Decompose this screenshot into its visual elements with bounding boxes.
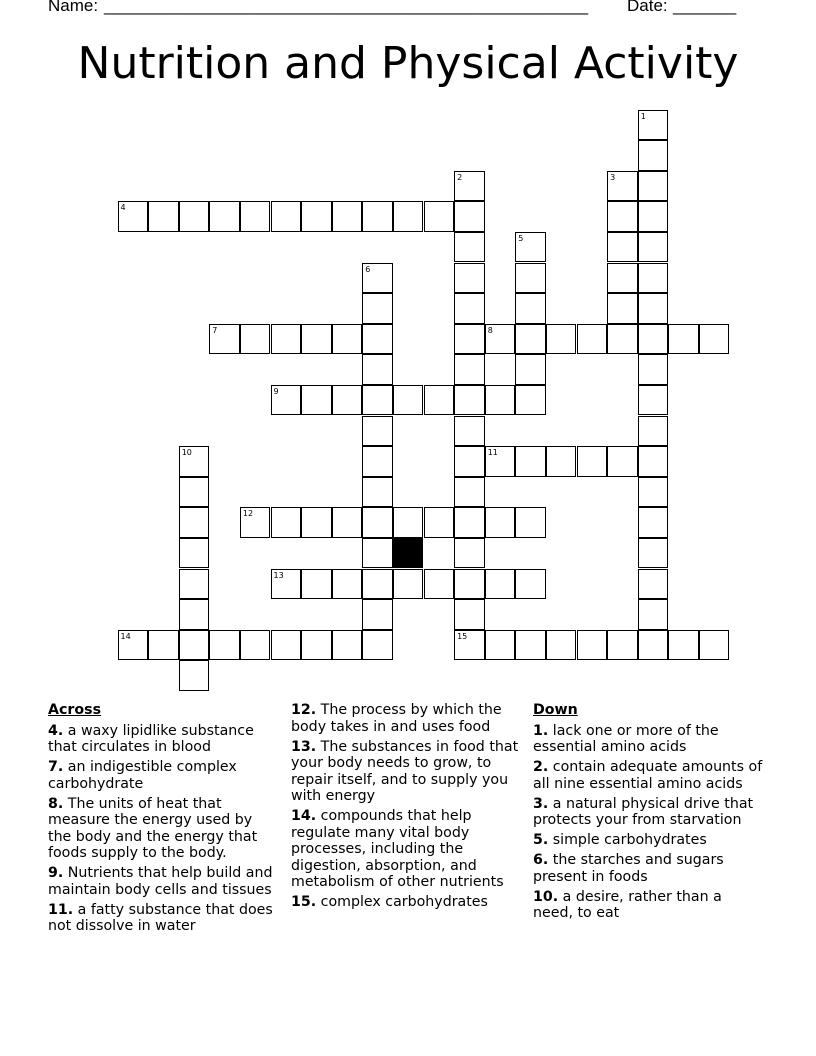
grid-cell[interactable] bbox=[515, 354, 546, 385]
cell-number: 7 bbox=[212, 325, 218, 335]
grid-cell[interactable] bbox=[362, 477, 393, 508]
grid-cell[interactable] bbox=[179, 630, 210, 661]
clue-number: 6. bbox=[533, 852, 549, 868]
grid-cell[interactable] bbox=[638, 232, 669, 263]
grid-cell[interactable] bbox=[454, 385, 485, 416]
cell-number: 2 bbox=[457, 172, 463, 182]
clue bbox=[533, 889, 765, 922]
grid-cell[interactable] bbox=[271, 507, 302, 538]
grid-cell[interactable] bbox=[638, 293, 669, 324]
name-label: Name: bbox=[48, 0, 99, 15]
grid-cell[interactable] bbox=[668, 630, 699, 661]
grid-cell[interactable] bbox=[638, 477, 669, 508]
grid-cell[interactable] bbox=[301, 385, 332, 416]
grid-cell[interactable] bbox=[454, 446, 485, 477]
clue bbox=[533, 852, 765, 885]
grid-cell[interactable] bbox=[454, 171, 485, 202]
grid-cell[interactable] bbox=[118, 630, 149, 661]
cell-number: 14 bbox=[120, 631, 131, 641]
grid-cell[interactable] bbox=[118, 201, 149, 232]
clue-number: 9. bbox=[48, 865, 64, 881]
grid-cell[interactable] bbox=[515, 507, 546, 538]
grid-cell[interactable] bbox=[454, 569, 485, 600]
grid-cell[interactable] bbox=[424, 385, 455, 416]
grid-cell[interactable] bbox=[638, 263, 669, 294]
grid-cell[interactable] bbox=[301, 324, 332, 355]
grid-cell[interactable] bbox=[332, 507, 363, 538]
grid-cell[interactable] bbox=[485, 507, 516, 538]
clue bbox=[48, 902, 278, 935]
grid-cell[interactable] bbox=[393, 507, 424, 538]
grid-cell[interactable] bbox=[607, 201, 638, 232]
clue bbox=[291, 808, 523, 891]
grid-cell[interactable] bbox=[148, 630, 179, 661]
grid-cell[interactable] bbox=[515, 324, 546, 355]
grid-cell[interactable] bbox=[454, 599, 485, 630]
grid-cell[interactable] bbox=[607, 446, 638, 477]
clue bbox=[533, 796, 765, 829]
grid-cell[interactable] bbox=[424, 507, 455, 538]
grid-cell[interactable] bbox=[485, 630, 516, 661]
clue-number: 10. bbox=[533, 888, 559, 905]
grid-cell[interactable] bbox=[271, 385, 302, 416]
cell-number: 12 bbox=[242, 509, 254, 519]
grid-cell[interactable] bbox=[393, 201, 424, 232]
grid-cell[interactable] bbox=[454, 507, 485, 538]
grid-cell[interactable] bbox=[546, 630, 577, 661]
clue-number: 13. bbox=[291, 738, 317, 755]
grid-cell[interactable] bbox=[638, 599, 669, 630]
grid-cell[interactable] bbox=[424, 569, 455, 600]
clue-text: contain adequate amounts of all nine essential amino acids bbox=[533, 759, 763, 792]
grid-cell[interactable] bbox=[424, 201, 455, 232]
across-clues-column-2 bbox=[291, 702, 523, 914]
grid-cell[interactable] bbox=[209, 201, 240, 232]
grid-cell[interactable] bbox=[179, 599, 210, 630]
grid-cell[interactable] bbox=[301, 630, 332, 661]
grid-cell[interactable] bbox=[515, 569, 546, 600]
grid-cell[interactable] bbox=[362, 293, 393, 324]
grid-cell[interactable] bbox=[607, 232, 638, 263]
cell-number: 5 bbox=[518, 233, 524, 243]
clue-text: an indigestible complex carbohydrate bbox=[48, 759, 237, 792]
cell-number: 1 bbox=[640, 111, 646, 121]
grid-cell[interactable] bbox=[332, 201, 363, 232]
across-clues-column-1 bbox=[48, 702, 278, 938]
grid-cell[interactable] bbox=[209, 324, 240, 355]
grid-cell[interactable] bbox=[638, 324, 669, 355]
grid-cell[interactable] bbox=[638, 630, 669, 661]
grid-cell[interactable] bbox=[607, 324, 638, 355]
grid-cell[interactable] bbox=[362, 324, 393, 355]
name-line: ______________________________________________________ bbox=[104, 0, 588, 15]
grid-cell[interactable] bbox=[454, 293, 485, 324]
grid-cell[interactable] bbox=[638, 416, 669, 447]
clue-text: compounds that help regulate many vital body processes, including the digestion, absorption, and metabolism of other nutrients bbox=[291, 808, 504, 890]
cell-number: 15 bbox=[457, 631, 468, 641]
clue-number: 3. bbox=[533, 795, 549, 812]
grid-cell[interactable] bbox=[393, 569, 424, 600]
grid-cell[interactable] bbox=[179, 477, 210, 508]
grid-cell[interactable] bbox=[454, 263, 485, 294]
clue-text: complex carbohydrates bbox=[320, 894, 488, 910]
grid-cell[interactable] bbox=[577, 630, 608, 661]
clue-number: 4. bbox=[48, 722, 64, 739]
clue bbox=[533, 759, 765, 792]
down-clues-column bbox=[533, 702, 765, 925]
grid-cell[interactable] bbox=[638, 446, 669, 477]
grid-cell[interactable] bbox=[546, 324, 577, 355]
grid-cell[interactable] bbox=[332, 569, 363, 600]
clue-text: a waxy lipidlike substance that circulates in blood bbox=[48, 722, 254, 755]
grid-cell[interactable] bbox=[362, 569, 393, 600]
grid-cell[interactable] bbox=[240, 507, 271, 538]
grid-cell[interactable] bbox=[638, 171, 669, 202]
clue-text: a fatty substance that does not dissolve in water bbox=[48, 901, 273, 934]
grid-cell[interactable] bbox=[515, 263, 546, 294]
clue-text: the starches and sugars present in foods bbox=[533, 852, 724, 885]
clue bbox=[48, 723, 278, 756]
grid-cell[interactable] bbox=[362, 416, 393, 447]
down-heading: Down bbox=[533, 702, 578, 718]
cell-number: 8 bbox=[487, 325, 493, 335]
clue bbox=[48, 865, 278, 898]
clue-number: 14. bbox=[291, 808, 317, 824]
grid-cell[interactable] bbox=[362, 263, 393, 294]
grid-cell[interactable] bbox=[362, 630, 393, 661]
grid-cell[interactable] bbox=[607, 263, 638, 294]
clue bbox=[48, 759, 278, 792]
across-heading: Across bbox=[48, 702, 102, 718]
clue-text: The units of heat that measure the energy used by the body and the energy that foods supply to the body. bbox=[48, 795, 258, 861]
grid-cell[interactable] bbox=[240, 324, 271, 355]
grid-cell[interactable] bbox=[638, 538, 669, 569]
grid-cell[interactable] bbox=[332, 385, 363, 416]
clue bbox=[291, 894, 523, 911]
grid-cell[interactable] bbox=[362, 201, 393, 232]
grid-cell[interactable] bbox=[454, 354, 485, 385]
clue-text: Nutrients that help build and maintain body cells and tissues bbox=[48, 865, 273, 898]
grid-cell[interactable] bbox=[485, 324, 516, 355]
grid-cell[interactable] bbox=[393, 385, 424, 416]
grid-cell[interactable] bbox=[454, 630, 485, 661]
clue bbox=[291, 739, 523, 805]
clue-number: 7. bbox=[48, 759, 64, 775]
grid-cell[interactable] bbox=[454, 201, 485, 232]
grid-cell[interactable] bbox=[362, 507, 393, 538]
grid-cell[interactable] bbox=[271, 324, 302, 355]
grid-cell[interactable] bbox=[638, 201, 669, 232]
grid-cell[interactable] bbox=[699, 630, 730, 661]
clue-text: a natural physical drive that protects your from starvation bbox=[533, 795, 754, 828]
clue bbox=[48, 796, 278, 862]
grid-cell[interactable] bbox=[301, 201, 332, 232]
clue-number: 5. bbox=[533, 832, 549, 848]
grid-cell[interactable] bbox=[638, 110, 669, 141]
grid-cell[interactable] bbox=[638, 140, 669, 171]
date-line: _______ bbox=[673, 0, 736, 15]
grid-cell[interactable] bbox=[454, 538, 485, 569]
grid-cell[interactable] bbox=[485, 385, 516, 416]
clue-text: lack one or more of the essential amino acids bbox=[533, 722, 719, 755]
grid-cell[interactable] bbox=[485, 446, 516, 477]
grid-cell[interactable] bbox=[179, 201, 210, 232]
grid-cell[interactable] bbox=[638, 507, 669, 538]
grid-cell[interactable] bbox=[271, 201, 302, 232]
date-label: Date: bbox=[627, 0, 668, 15]
clue bbox=[533, 832, 765, 849]
clue-text: The substances in food that your body needs to grow, to repair itself, and to supply you with energy bbox=[291, 738, 519, 804]
grid-cell[interactable] bbox=[362, 385, 393, 416]
grid-cell[interactable] bbox=[179, 569, 210, 600]
grid-cell[interactable] bbox=[271, 630, 302, 661]
cell-number: 13 bbox=[273, 570, 284, 580]
grid-cell[interactable] bbox=[638, 354, 669, 385]
grid-cell[interactable] bbox=[485, 569, 516, 600]
grid-cell[interactable] bbox=[362, 599, 393, 630]
cell-number: 6 bbox=[365, 264, 371, 274]
clue-number: 1. bbox=[533, 722, 549, 739]
grid-cell[interactable] bbox=[454, 416, 485, 447]
grid-cell[interactable] bbox=[179, 507, 210, 538]
grid-cell[interactable] bbox=[607, 293, 638, 324]
page-title: Nutrition and Physical Activity bbox=[77, 38, 739, 89]
black-cell bbox=[393, 538, 424, 569]
grid-cell[interactable] bbox=[515, 446, 546, 477]
grid-cell[interactable] bbox=[179, 538, 210, 569]
grid-cell[interactable] bbox=[148, 201, 179, 232]
cell-number: 3 bbox=[610, 172, 616, 182]
clue-number: 15. bbox=[291, 894, 317, 910]
grid-cell[interactable] bbox=[454, 324, 485, 355]
grid-cell[interactable] bbox=[179, 446, 210, 477]
clue-number: 11. bbox=[48, 901, 74, 918]
grid-cell[interactable] bbox=[454, 232, 485, 263]
grid-cell[interactable] bbox=[454, 477, 485, 508]
grid-cell[interactable] bbox=[240, 630, 271, 661]
clue-text: simple carbohydrates bbox=[552, 832, 707, 848]
grid-cell[interactable] bbox=[301, 569, 332, 600]
grid-cell[interactable] bbox=[332, 630, 363, 661]
clue-number: 2. bbox=[533, 759, 549, 775]
grid-cell[interactable] bbox=[699, 324, 730, 355]
cell-number: 11 bbox=[487, 448, 498, 458]
grid-cell[interactable] bbox=[271, 569, 302, 600]
cell-number: 4 bbox=[120, 203, 126, 213]
grid-cell[interactable] bbox=[638, 569, 669, 600]
cell-number: 9 bbox=[273, 386, 279, 396]
grid-cell[interactable] bbox=[362, 354, 393, 385]
clue bbox=[291, 702, 523, 735]
grid-cell[interactable] bbox=[607, 630, 638, 661]
grid-cell[interactable] bbox=[607, 171, 638, 202]
grid-cell[interactable] bbox=[179, 660, 210, 691]
grid-cell[interactable] bbox=[577, 446, 608, 477]
clue bbox=[533, 723, 765, 756]
clue-number: 8. bbox=[48, 795, 64, 812]
clue-text: The process by which the body takes in and uses food bbox=[291, 702, 502, 735]
grid-cell[interactable] bbox=[515, 232, 546, 263]
grid-cell[interactable] bbox=[301, 507, 332, 538]
grid-cell[interactable] bbox=[546, 446, 577, 477]
grid-cell[interactable] bbox=[332, 324, 363, 355]
grid-cell[interactable] bbox=[362, 446, 393, 477]
grid-cell[interactable] bbox=[577, 324, 608, 355]
grid-cell[interactable] bbox=[515, 385, 546, 416]
cell-number: 10 bbox=[181, 448, 192, 458]
grid-cell[interactable] bbox=[515, 630, 546, 661]
clue-text: a desire, rather than a need, to eat bbox=[533, 888, 722, 921]
grid-cell[interactable] bbox=[362, 538, 393, 569]
grid-cell[interactable] bbox=[668, 324, 699, 355]
grid-cell[interactable] bbox=[638, 385, 669, 416]
grid-cell[interactable] bbox=[240, 201, 271, 232]
grid-cell[interactable] bbox=[515, 293, 546, 324]
clue-number: 12. bbox=[291, 702, 317, 718]
grid-cell[interactable] bbox=[209, 630, 240, 661]
